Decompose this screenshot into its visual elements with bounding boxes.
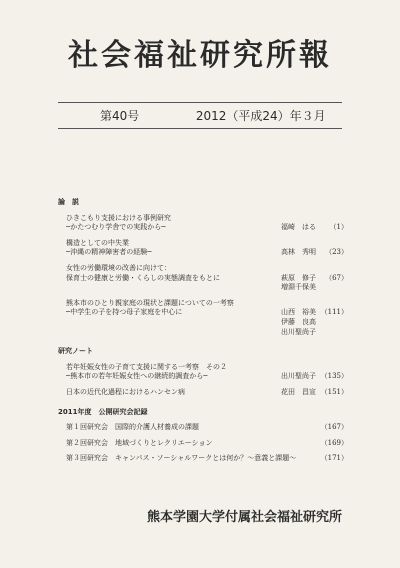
author-name: 出川聖尚子 bbox=[281, 372, 316, 381]
toc-entry-page: （1） bbox=[329, 223, 348, 232]
toc-entry bbox=[66, 439, 348, 449]
toc-entry-title: 第２回研究会 地域づくりとレクリエーション bbox=[66, 438, 213, 447]
toc-entry-page: （135） bbox=[320, 372, 348, 381]
toc-entry bbox=[66, 214, 348, 233]
toc-section-heading: 論 説 bbox=[58, 198, 79, 206]
toc-entry-title: 構造としての中失業 bbox=[66, 238, 129, 247]
toc-entry-page: （167） bbox=[320, 423, 348, 432]
author-name: 萩原 修子 bbox=[281, 273, 316, 282]
toc-entry-page: （151） bbox=[320, 387, 348, 396]
toc-entry-subtitle: 保育士の健康と労働・くらしの実態調査をもとに bbox=[66, 273, 220, 282]
issue-line bbox=[100, 107, 340, 124]
divider-bottom bbox=[58, 128, 342, 129]
toc-section-heading: 研究ノート bbox=[58, 347, 93, 356]
toc-entry-subtitle: ─かたつむり学舎での実践から─ bbox=[66, 223, 166, 232]
toc-entry bbox=[66, 239, 348, 258]
author-name: 増淵千保美 bbox=[281, 283, 316, 292]
toc-section-heading: 2011年度 公開研究会記録 bbox=[58, 407, 148, 416]
toc-entry-subtitle: ─中学生の子を持つ母子家庭を中心に bbox=[66, 308, 183, 317]
toc-entry bbox=[66, 423, 348, 433]
author-name: 山西 裕美 bbox=[281, 308, 316, 317]
toc-entry-title: 若年妊娠女性の子育て支援に関する一考察 その２ bbox=[66, 362, 227, 371]
toc-entry-title: 第３回研究会 キャンパス・ソーシャルワークとは何か？〜意義と課題〜 bbox=[66, 454, 297, 463]
toc-entry-page: （23） bbox=[325, 248, 348, 257]
toc-entry-title: 第１回研究会 国際的介護人材養成の課題 bbox=[66, 423, 199, 432]
toc-entry-page: （171） bbox=[320, 454, 348, 463]
toc-entry bbox=[66, 454, 348, 464]
toc-entry-page: （67） bbox=[325, 273, 348, 282]
table-of-contents bbox=[58, 198, 348, 470]
toc-entry-subtitle: ─熊本市の若年妊娠女性への継続的調査から─ bbox=[66, 372, 208, 381]
toc-entry-title: 熊本市のひとり親家庭の現状と課題についての一考察 bbox=[66, 298, 234, 307]
toc-entry bbox=[66, 264, 348, 293]
journal-title: 社会福祉研究所報 bbox=[68, 38, 332, 73]
author-name: 花田 昌宣 bbox=[281, 387, 316, 396]
toc-entry-authors bbox=[281, 308, 316, 337]
toc-entry bbox=[66, 363, 348, 382]
issue-number: 第40号 bbox=[100, 109, 140, 123]
divider-top bbox=[58, 102, 342, 103]
toc-entry-title: 女性の労働環境の改善に向けて： bbox=[66, 263, 171, 272]
toc-entry-page: （169） bbox=[320, 438, 348, 447]
author-name: 伊藤 良高 bbox=[281, 317, 316, 326]
toc-entry-authors bbox=[281, 248, 316, 258]
toc-entry bbox=[66, 388, 348, 398]
toc-entry bbox=[66, 299, 348, 337]
author-name: 高林 秀明 bbox=[281, 248, 316, 257]
toc-entry-authors bbox=[281, 274, 316, 293]
toc-entry-title: 日本の近代化過程におけるハンセン病 bbox=[66, 387, 185, 396]
author-name: 出川聖尚子 bbox=[281, 327, 316, 336]
toc-entry-title: ひきこもり支援における事例研究 bbox=[66, 213, 171, 222]
author-name: 福崎 はる bbox=[281, 223, 316, 232]
toc-entry-authors bbox=[281, 372, 316, 382]
toc-entry-page: （111） bbox=[320, 308, 348, 317]
toc-entry-authors bbox=[281, 223, 316, 233]
issue-date: 2012（平成24）年３月 bbox=[195, 109, 326, 123]
toc-entry-authors bbox=[281, 388, 316, 398]
toc-entry-subtitle: ─沖縄の精神障害者の経験─ bbox=[66, 248, 152, 257]
publisher: 熊本学園大学付属社会福祉研究所 bbox=[146, 510, 342, 525]
